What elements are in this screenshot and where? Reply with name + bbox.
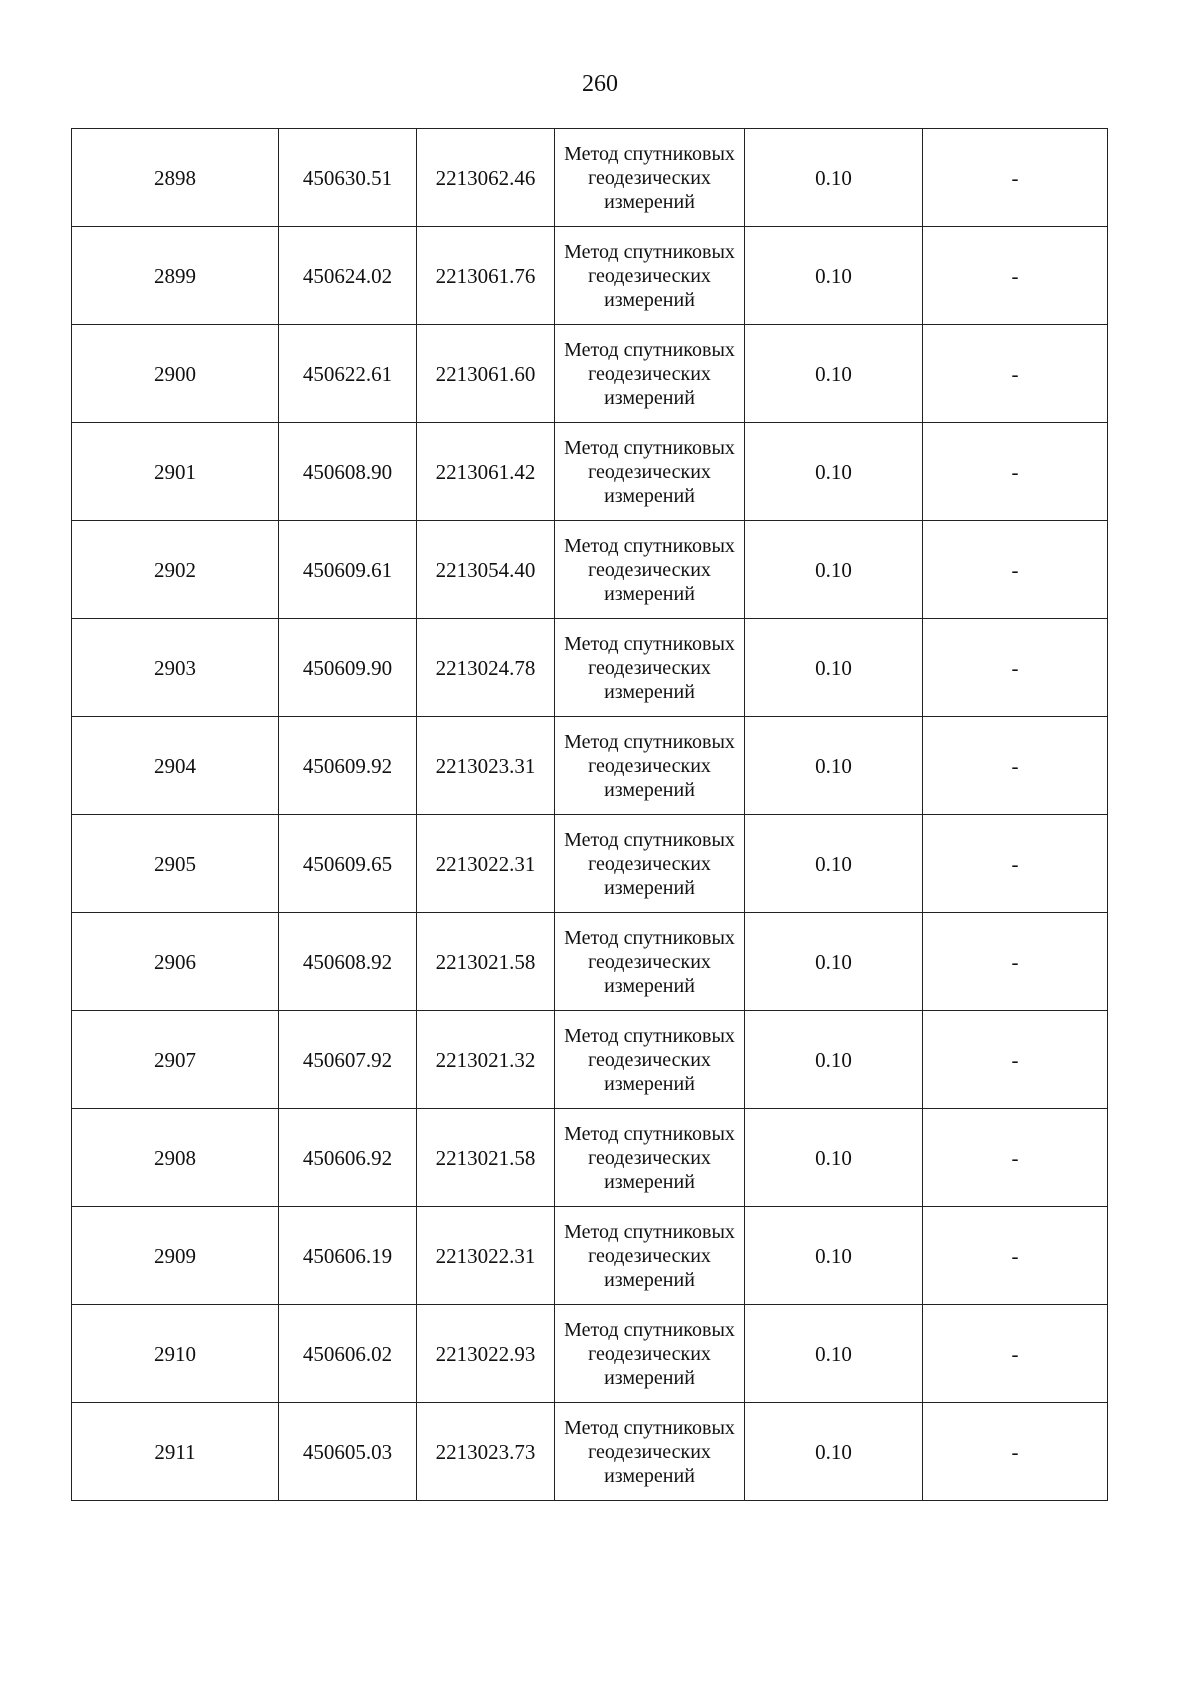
y-coordinate-cell: 2213022.93 <box>417 1305 555 1403</box>
x-coordinate-cell: 450607.92 <box>279 1011 417 1109</box>
accuracy-cell: 0.10 <box>745 619 923 717</box>
coordinates-table-body <box>72 129 1108 1501</box>
accuracy-cell: 0.10 <box>745 423 923 521</box>
method-cell: Метод спутниковых геодезических измерений <box>555 1207 745 1305</box>
table-row <box>72 423 1108 521</box>
y-coordinate-cell: 2213054.40 <box>417 521 555 619</box>
method-cell: Метод спутниковых геодезических измерений <box>555 815 745 913</box>
table-row <box>72 815 1108 913</box>
note-cell: - <box>923 423 1108 521</box>
note-cell: - <box>923 717 1108 815</box>
accuracy-cell: 0.10 <box>745 913 923 1011</box>
method-cell: Метод спутниковых геодезических измерений <box>555 1109 745 1207</box>
table-row <box>72 227 1108 325</box>
note-cell: - <box>923 619 1108 717</box>
point-number-cell: 2907 <box>72 1011 279 1109</box>
method-cell: Метод спутниковых геодезических измерений <box>555 717 745 815</box>
y-coordinate-cell: 2213021.58 <box>417 913 555 1011</box>
accuracy-cell: 0.10 <box>745 1207 923 1305</box>
y-coordinate-cell: 2213023.31 <box>417 717 555 815</box>
y-coordinate-cell: 2213061.42 <box>417 423 555 521</box>
table-row <box>72 717 1108 815</box>
point-number-cell: 2904 <box>72 717 279 815</box>
note-cell: - <box>923 913 1108 1011</box>
x-coordinate-cell: 450608.92 <box>279 913 417 1011</box>
coordinates-table <box>71 128 1108 1501</box>
accuracy-cell: 0.10 <box>745 521 923 619</box>
table-row <box>72 1207 1108 1305</box>
accuracy-cell: 0.10 <box>745 129 923 227</box>
page-number: 260 <box>582 71 618 97</box>
y-coordinate-cell: 2213061.60 <box>417 325 555 423</box>
point-number-cell: 2910 <box>72 1305 279 1403</box>
table-row <box>72 521 1108 619</box>
y-coordinate-cell: 2213024.78 <box>417 619 555 717</box>
y-coordinate-cell: 2213023.73 <box>417 1403 555 1501</box>
point-number-cell: 2906 <box>72 913 279 1011</box>
note-cell: - <box>923 1207 1108 1305</box>
note-cell: - <box>923 521 1108 619</box>
note-cell: - <box>923 1305 1108 1403</box>
accuracy-cell: 0.10 <box>745 1403 923 1501</box>
table-row <box>72 1011 1108 1109</box>
point-number-cell: 2902 <box>72 521 279 619</box>
method-cell: Метод спутниковых геодезических измерений <box>555 913 745 1011</box>
method-cell: Метод спутниковых геодезических измерений <box>555 1011 745 1109</box>
x-coordinate-cell: 450609.61 <box>279 521 417 619</box>
x-coordinate-cell: 450622.61 <box>279 325 417 423</box>
point-number-cell: 2905 <box>72 815 279 913</box>
point-number-cell: 2900 <box>72 325 279 423</box>
y-coordinate-cell: 2213021.58 <box>417 1109 555 1207</box>
accuracy-cell: 0.10 <box>745 325 923 423</box>
x-coordinate-cell: 450605.03 <box>279 1403 417 1501</box>
method-cell: Метод спутниковых геодезических измерений <box>555 1403 745 1501</box>
point-number-cell: 2901 <box>72 423 279 521</box>
table-row <box>72 1109 1108 1207</box>
table-row <box>72 129 1108 227</box>
method-cell: Метод спутниковых геодезических измерений <box>555 423 745 521</box>
point-number-cell: 2911 <box>72 1403 279 1501</box>
x-coordinate-cell: 450609.92 <box>279 717 417 815</box>
point-number-cell: 2903 <box>72 619 279 717</box>
y-coordinate-cell: 2213022.31 <box>417 1207 555 1305</box>
x-coordinate-cell: 450608.90 <box>279 423 417 521</box>
point-number-cell: 2908 <box>72 1109 279 1207</box>
point-number-cell: 2898 <box>72 129 279 227</box>
y-coordinate-cell: 2213062.46 <box>417 129 555 227</box>
method-cell: Метод спутниковых геодезических измерений <box>555 227 745 325</box>
table-row <box>72 913 1108 1011</box>
accuracy-cell: 0.10 <box>745 227 923 325</box>
point-number-cell: 2899 <box>72 227 279 325</box>
x-coordinate-cell: 450609.90 <box>279 619 417 717</box>
x-coordinate-cell: 450606.92 <box>279 1109 417 1207</box>
y-coordinate-cell: 2213022.31 <box>417 815 555 913</box>
method-cell: Метод спутниковых геодезических измерений <box>555 1305 745 1403</box>
note-cell: - <box>923 325 1108 423</box>
table-row <box>72 325 1108 423</box>
note-cell: - <box>923 227 1108 325</box>
accuracy-cell: 0.10 <box>745 1305 923 1403</box>
x-coordinate-cell: 450630.51 <box>279 129 417 227</box>
note-cell: - <box>923 129 1108 227</box>
x-coordinate-cell: 450606.02 <box>279 1305 417 1403</box>
x-coordinate-cell: 450624.02 <box>279 227 417 325</box>
table-row <box>72 619 1108 717</box>
table-row <box>72 1403 1108 1501</box>
accuracy-cell: 0.10 <box>745 1109 923 1207</box>
x-coordinate-cell: 450606.19 <box>279 1207 417 1305</box>
point-number-cell: 2909 <box>72 1207 279 1305</box>
x-coordinate-cell: 450609.65 <box>279 815 417 913</box>
method-cell: Метод спутниковых геодезических измерений <box>555 129 745 227</box>
y-coordinate-cell: 2213021.32 <box>417 1011 555 1109</box>
method-cell: Метод спутниковых геодезических измерений <box>555 521 745 619</box>
method-cell: Метод спутниковых геодезических измерений <box>555 325 745 423</box>
note-cell: - <box>923 1011 1108 1109</box>
accuracy-cell: 0.10 <box>745 1011 923 1109</box>
note-cell: - <box>923 1403 1108 1501</box>
accuracy-cell: 0.10 <box>745 717 923 815</box>
note-cell: - <box>923 1109 1108 1207</box>
table-row <box>72 1305 1108 1403</box>
note-cell: - <box>923 815 1108 913</box>
accuracy-cell: 0.10 <box>745 815 923 913</box>
y-coordinate-cell: 2213061.76 <box>417 227 555 325</box>
method-cell: Метод спутниковых геодезических измерений <box>555 619 745 717</box>
